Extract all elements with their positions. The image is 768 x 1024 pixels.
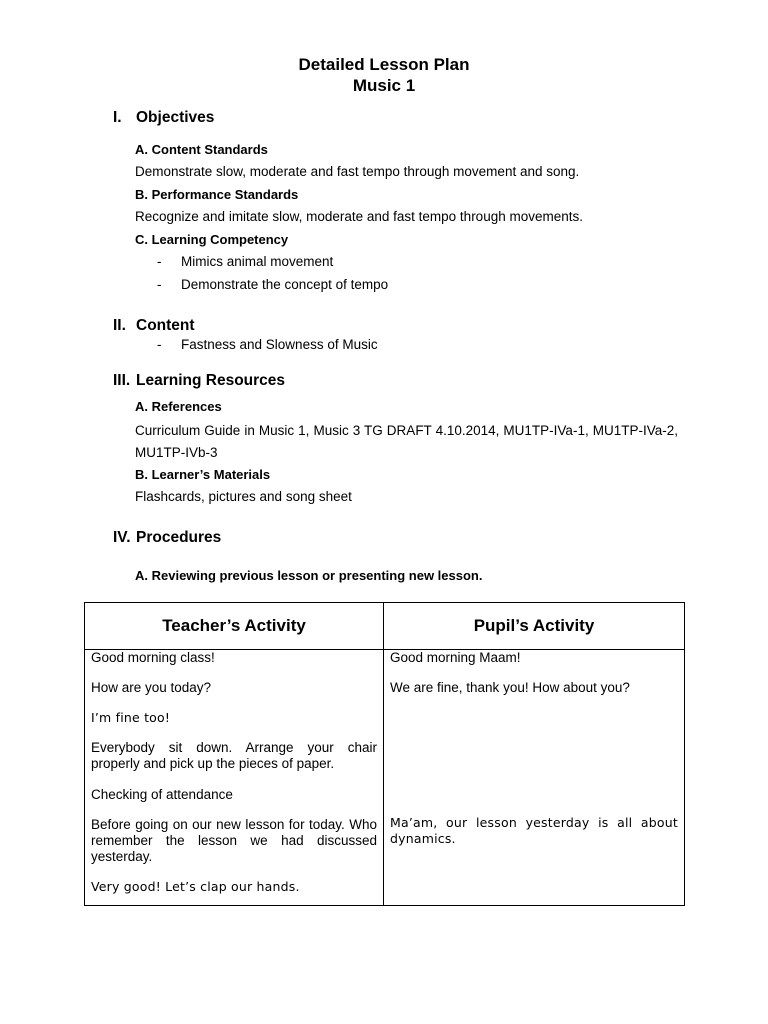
references-text: Curriculum Guide in Music 1, Music 3 TG DRAFT 4.10.2014, MU1TP-IVa-1, MU1TP-IVa-2, MU1TP-IVb-3: [135, 423, 678, 460]
teacher-line: Before going on our new lesson for today. Who remember the lesson we had discussed yesterday.: [91, 817, 377, 864]
section-procedures-heading: [113, 528, 221, 548]
section-title: Objectives: [136, 109, 215, 126]
learners-materials-label: B. Learner’s Materials: [135, 467, 271, 482]
list-item: [157, 253, 333, 271]
teacher-activity-header: Teacher’s Activity: [85, 603, 384, 650]
list-item-text: Mimics animal movement: [181, 254, 334, 269]
performance-standards-text: Recognize and imitate slow, moderate and fast tempo through movements.: [135, 209, 583, 224]
bullet-dash-icon: -: [157, 337, 162, 352]
content-standards-label: A. Content Standards: [135, 142, 268, 157]
list-item: [157, 336, 378, 354]
list-item-text: Fastness and Slowness of Music: [181, 337, 378, 352]
teacher-line: How are you today?: [91, 680, 212, 695]
bullet-dash-icon: -: [157, 277, 162, 292]
pupil-activity-header: Pupil’s Activity: [384, 603, 685, 650]
section-title: Learning Resources: [136, 372, 286, 389]
table-header-row: [85, 603, 685, 650]
section-number: II.: [113, 317, 126, 334]
pupil-line: Good morning Maam!: [390, 650, 521, 665]
procedure-step-a: A. Reviewing previous lesson or presenting new lesson.: [135, 568, 483, 583]
teacher-activity-cell: [85, 650, 384, 906]
list-item: [157, 276, 388, 294]
pupil-activity-cell: [384, 650, 685, 906]
section-learning-resources-heading: [113, 371, 285, 391]
section-number: I.: [113, 109, 122, 126]
pupil-line: We are fine, thank you! How about you?: [390, 680, 630, 695]
pupil-line: Ma’am, our lesson yesterday is all about dynamics.: [390, 815, 678, 846]
section-number: III.: [113, 372, 131, 389]
section-number: IV.: [113, 529, 131, 546]
bullet-dash-icon: -: [157, 254, 162, 269]
learning-competency-label: C. Learning Competency: [135, 232, 289, 247]
document-subject: Music 1: [352, 76, 416, 95]
performance-standards-label: B. Performance Standards: [135, 187, 299, 202]
document-title: Detailed Lesson Plan: [298, 55, 470, 74]
table-row: [85, 650, 685, 906]
teacher-line: Good morning class!: [91, 650, 215, 665]
teacher-line: I’m fine too!: [91, 710, 171, 725]
section-title: Procedures: [136, 529, 222, 546]
content-standards-text: Demonstrate slow, moderate and fast tempo through movement and song.: [135, 164, 580, 179]
teacher-line: Checking of attendance: [91, 787, 233, 802]
activity-table: [84, 602, 685, 906]
section-title: Content: [136, 317, 195, 334]
learners-materials-text: Flashcards, pictures and song sheet: [135, 489, 352, 504]
section-objectives-heading: [113, 108, 214, 128]
teacher-line: Very good! Let’s clap our hands.: [91, 879, 300, 894]
section-content-heading: [113, 316, 195, 336]
teacher-line: Everybody sit down. Arrange your chair properly and pick up the pieces of paper.: [91, 740, 377, 771]
references-label: A. References: [135, 399, 222, 414]
list-item-text: Demonstrate the concept of tempo: [181, 277, 389, 292]
